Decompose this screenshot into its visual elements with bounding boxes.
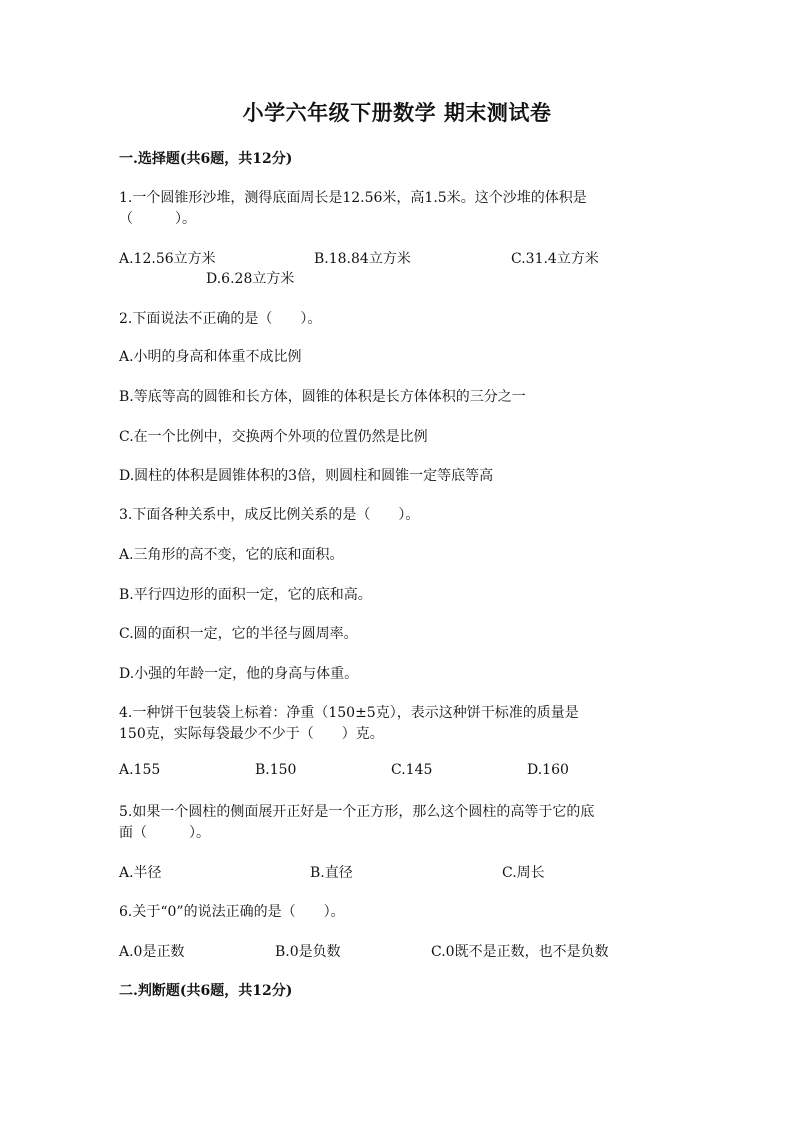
question-4-option-b: B.150 xyxy=(255,762,297,778)
question-5-line-2: 面（ ）。 xyxy=(119,825,210,841)
question-3-option-c: C.圆的面积一定，它的半径与圆周率。 xyxy=(119,626,358,642)
question-6-option-a: A.0是正数 xyxy=(119,944,185,960)
question-1-option-d: D.6.28立方米 xyxy=(206,271,295,287)
question-4-line-1: 4.一种饼干包装袋上标着：净重（150±5克），表示这种饼干标准的质量是 xyxy=(119,705,579,721)
question-6-line-1: 6.关于“0”的说法正确的是（ ）。 xyxy=(119,904,345,920)
question-4-line-2: 150克，实际每袋最少不少于（ ）克。 xyxy=(119,726,384,742)
section-2-heading: 二.判断题(共6题，共12分) xyxy=(119,983,293,999)
question-4-option-c: C.145 xyxy=(391,762,433,778)
question-4-option-a: A.155 xyxy=(119,762,161,778)
question-1-line-2: （ ）。 xyxy=(119,211,196,227)
question-1-line-1: 1.一个圆锥形沙堆，测得底面周长是12.56米，高1.5米。这个沙堆的体积是 xyxy=(119,190,587,206)
section-1-heading: 一.选择题(共6题，共12分) xyxy=(119,151,293,167)
question-1-option-c: C.31.4立方米 xyxy=(511,251,599,267)
question-1-option-b: B.18.84立方米 xyxy=(314,251,411,267)
question-2-line-1: 2.下面说法不正确的是（ ）。 xyxy=(119,311,322,327)
question-2-option-b: B.等底等高的圆锥和长方体，圆锥的体积是长方体体积的三分之一 xyxy=(119,389,526,405)
question-5-option-a: A.半径 xyxy=(119,865,162,881)
exam-title: 小学六年级下册数学 期末测试卷 xyxy=(242,100,552,125)
question-3-option-d: D.小强的年龄一定，他的身高与体重。 xyxy=(119,666,359,682)
question-6-option-b: B.0是负数 xyxy=(275,944,341,960)
question-2-option-c: C.在一个比例中，交换两个外项的位置仍然是比例 xyxy=(119,429,428,445)
question-1-option-a: A.12.56立方米 xyxy=(119,251,216,267)
question-3-option-a: A.三角形的高不变，它的底和面积。 xyxy=(119,547,344,563)
question-2-option-d: D.圆柱的体积是圆锥体积的3倍，则圆柱和圆锥一定等底等高 xyxy=(119,468,494,484)
question-6-option-c: C.0既不是正数，也不是负数 xyxy=(431,944,609,960)
question-3-option-b: B.平行四边形的面积一定，它的底和高。 xyxy=(119,587,372,603)
question-3-line-1: 3.下面各种关系中，成反比例关系的是（ ）。 xyxy=(119,507,420,523)
question-5-option-b: B.直径 xyxy=(310,865,353,881)
question-5-option-c: C.周长 xyxy=(502,865,545,881)
question-2-option-a: A.小明的身高和体重不成比例 xyxy=(119,349,302,365)
question-4-option-d: D.160 xyxy=(527,762,569,778)
question-5-line-1: 5.如果一个圆柱的侧面展开正好是一个正方形，那么这个圆柱的高等于它的底 xyxy=(119,804,595,820)
